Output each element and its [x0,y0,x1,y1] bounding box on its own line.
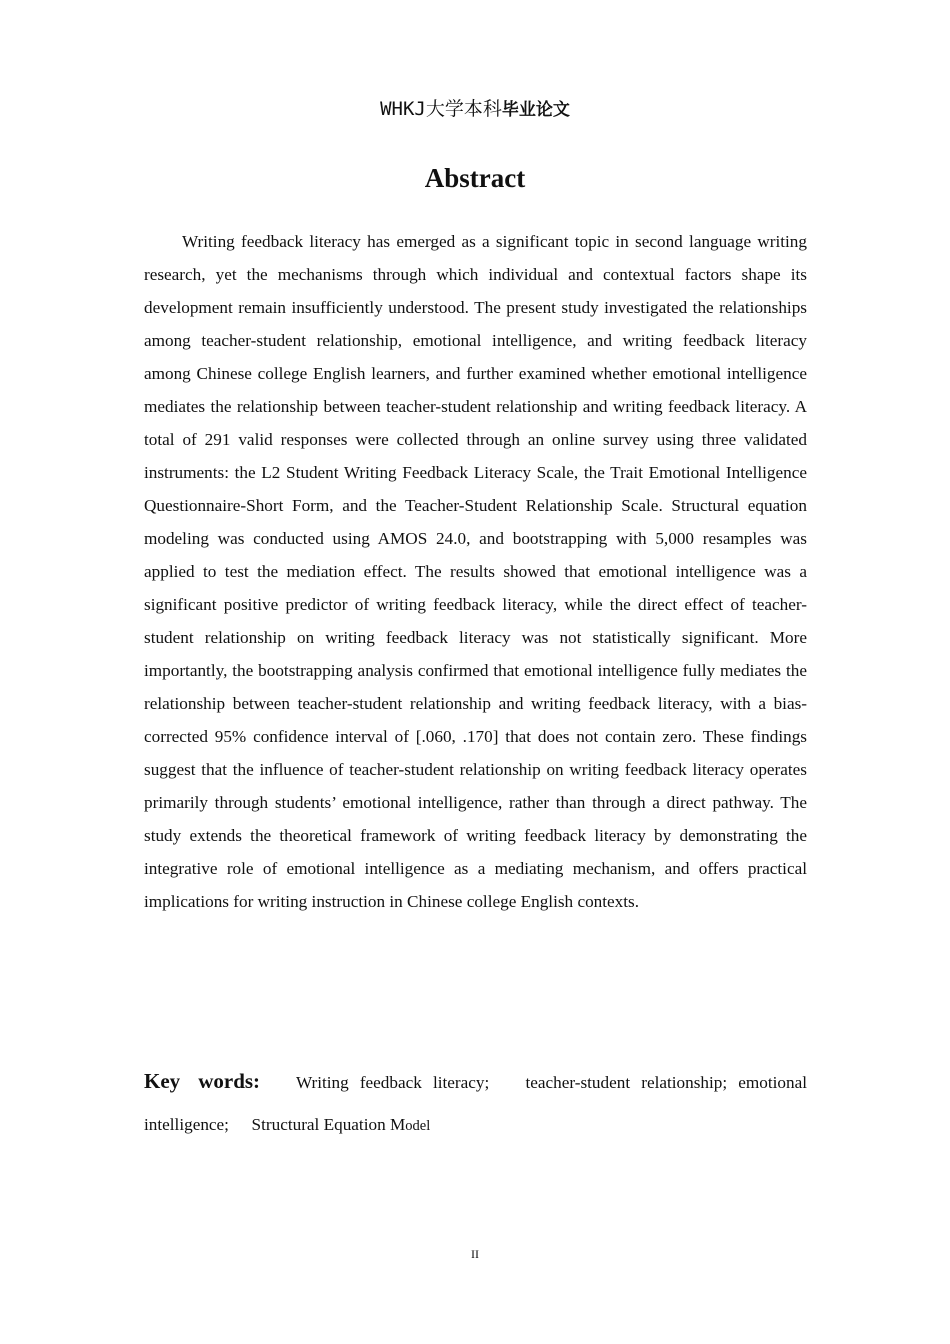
keyword-item: emotional intelligence; [144,1073,807,1134]
keyword-item: teacher-student relationship; [525,1073,728,1092]
keyword-item-tail: odel [405,1118,431,1134]
running-header [0,94,950,124]
keyword-item: Writing feedback literacy; [295,1073,490,1092]
keywords-label: Key words: [144,1069,261,1093]
keyword-item-main: Structural Equation M [251,1115,406,1134]
header-university: WHKJ大学本科 [380,98,502,120]
keyword-item [252,1115,431,1134]
keywords-section [144,1060,807,1147]
header-thesis-label: 毕业论文 [501,100,570,120]
abstract-title: Abstract [424,163,526,193]
abstract-body: Writing feedback literacy has emerged as a significant topic in second language writing research, yet the mechanisms through which individual and contextual factors shape its development remain insufficiently understood. The present study investigated the relationships among teacher-student relationship, emotional intelligence, and writing feedback literacy among Chinese college English learners, and further examined whether emotional intelligence mediates the relationship between teacher-student relationship and writing feedback literacy. A total of 291 valid responses were collected through an online survey using three validated instruments: the L2 Student Writing Feedback Literacy Scale, the Trait Emotional Intelligence Questionnaire-Short Form, and the Teacher-Student Relationship Scale. Structural equation modeling was conducted using AMOS 24.0, and bootstrapping with 5,000 resamples was applied to test the mediation effect. The results showed that emotional intelligence was a significant positive predictor of writing feedback literacy, while the direct effect of teacher-student relationship on writing feedback literacy was not statistically significant. More importantly, the bootstrapping analysis confirmed that emotional intelligence fully mediates the relationship between teacher-student relationship and writing feedback literacy, with a bias-corrected 95% confidence interval of [.060, .170] that does not contain zero. These findings suggest that the influence of teacher-student relationship on writing feedback literacy operates primarily through students’ emotional intelligence, rather than through a direct pathway. The study extends the theoretical framework of writing feedback literacy by demonstrating the integrative role of emotional intelligence as a mediating mechanism, and offers practical implications for writing instruction in Chinese college English contexts. [144,232,807,911]
page-number: II [471,1247,479,1261]
